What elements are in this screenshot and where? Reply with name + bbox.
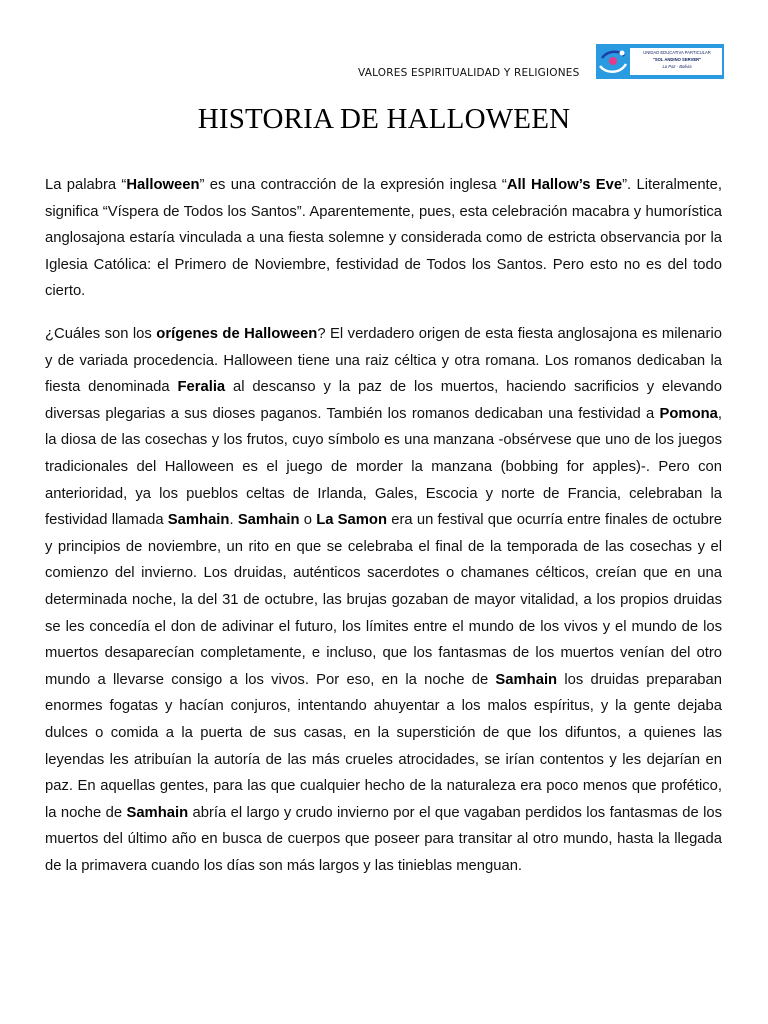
text-run: al descanso y la paz de los muertos, haciendo sacrificios y elevando diversas plegarias a sus dioses paganos. También los romanos dedicaban una festividad a (45, 379, 722, 422)
bold-term: Halloween (126, 177, 200, 193)
bold-term: Samhain (167, 512, 230, 529)
logo-caption-3: La Paz - Bolivia (662, 64, 692, 69)
text-run: ”. Literalmente, significa “Víspera de Todos los Santos”. Aparentemente, pues, esta celebración macabra y humorística anglosajona estaría vinculada a una fiesta solemne y considerada como de estricta observancia por la Iglesia Católica: el Primero de Noviembre, festividad de Todos los Santos. Pero esto no es del todo cierto. (45, 177, 722, 300)
bold-term: orígenes de Halloween (156, 326, 318, 342)
paragraph-intro (45, 172, 722, 305)
bold-term: La Samon (316, 512, 388, 529)
bold-term: All Hallow’s Eve (506, 177, 623, 193)
document-title: HISTORIA DE HALLOWEEN (197, 103, 571, 135)
text-run: abría el largo y crudo invierno por el que vagaban perdidos los fantasmas de los muertos del último año en busca de cuerpos que poseer para transitar al otro mundo, hasta la llegada de la primavera cuando los días son más largos y las tinieblas menguan. (45, 804, 722, 874)
paragraph-origins (45, 321, 722, 879)
bold-term: Samhain (237, 512, 300, 529)
text-run: ? El verdadero origen de esta fiesta anglosajona es milenario y de variada procedencia. Halloween tiene una raiz céltica y otra romana. Los romanos dedicaban la fiesta denominada (45, 326, 722, 396)
text-run: era un festival que ocurría entre finales de octubre y principios de noviembre, un rito en que se celebraba el final de la temporada de las cosechas y el comienzo del invierno. Los druidas, auténticos sacerdotes o chamanes célticos, creían que en una determinada noche, la del 31 de octubre, las brujas gozaban de mayor vitalidad, a los propios druidas se les concedía el don de adivinar el futuro, los límites entre el mundo de los vivos y el mundo de los muertos desaparecían completamente, e incluso, que los fantasmas de los muertos venían del otro mundo a llevarse consigo a los vivos. Por eso, en la noche de (45, 512, 722, 688)
text-run: ¿Cuáles son los (45, 326, 157, 342)
text-run: ” es una contracción de la expresión inglesa “ (199, 177, 507, 193)
text-run: los druidas preparaban enormes fogatas y hacían conjuros, intentando ahuyentar a los malos espíritus, y la gente dejaba dulces o comida a la puerta de sus casas, en la superstición de que los difuntos, a quienes las leyendas les atribuían la autoría de las más crueles atrocidades, se irían contentos y les dejarían en paz. En aquellas gentes, para las que cualquier hecho de la naturaleza era poco menos que profético, la noche de (45, 671, 722, 821)
text-run: La palabra “ (45, 177, 127, 193)
bold-term: Samhain (126, 804, 189, 821)
text-run: o (299, 512, 317, 529)
header-subject: VALORES ESPIRITUALIDAD Y RELIGIONES (358, 67, 580, 79)
bold-term: Feralia (177, 379, 226, 396)
text-run: , la diosa de las cosechas y los frutos, cuyo símbolo es una manzana -obsérvese que uno de los juegos tradicionales del Halloween es el juego de morder la manzana (bobbing for apples)-. Pero con anterioridad, ya los pueblos celtas de Irlanda, Gales, Escocia y norte de Francia, celebraban la festividad llamada (45, 405, 722, 529)
bold-term: Pomona (659, 405, 718, 422)
logo-caption-1: UNIDAD EDUCATIVA PARTICULAR (643, 50, 711, 55)
school-logo (596, 44, 724, 79)
text-run: . (229, 512, 238, 529)
logo-caption-2: "SOL ANDINO SERVER" (652, 57, 702, 62)
bold-term: Samhain (495, 671, 558, 688)
